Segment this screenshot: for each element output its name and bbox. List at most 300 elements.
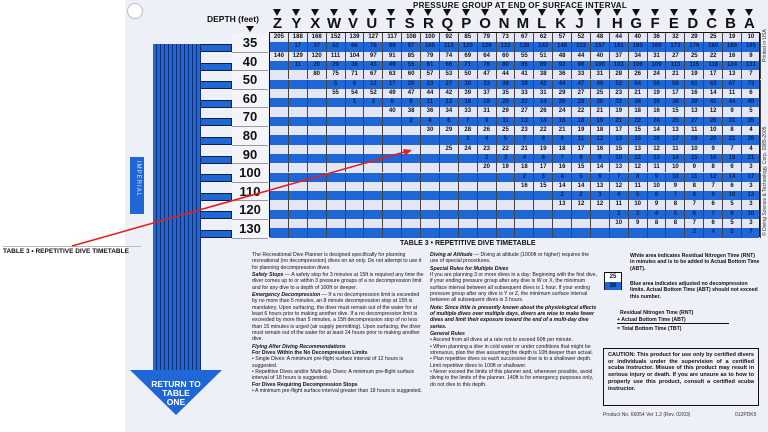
table-cell: 115 [685,61,704,70]
table-cell: 27 [685,117,704,126]
table-cell: 97 [364,52,383,61]
table-cell: 14 [723,173,742,182]
table-cell: 11 [685,126,704,135]
table-cell: 7 [685,200,704,209]
table-cell: 25 [440,145,459,154]
table-cell: 56 [648,80,667,89]
table-cell: 97 [402,42,421,51]
table-cell: 6 [704,200,723,209]
table-cell: 19 [572,126,591,135]
depth-label: 70 [232,108,268,127]
table-cell: 27 [666,52,685,61]
depth-label: 80 [232,127,268,146]
table-cell: 69 [459,52,478,61]
caution-box: CAUTION: This product for use only by certified divers or individuals under the supervision of a certified scuba instructor. Misuse of this product may result in serious injury or death. If you are unsure as to how to properly use this product, consult a certified scuba instructor. [603,348,759,406]
table-cell: 14 [648,126,667,135]
table-cell: 21 [591,107,610,116]
table-cell: 73 [742,80,761,89]
table-cell: 12 [572,200,591,209]
table-cell: 10 [723,191,742,200]
table-cell: 16 [591,145,610,154]
table-cell: 24 [648,117,667,126]
table-cell: 139 [346,33,365,42]
table-cell: 54 [629,80,648,89]
table-cell: 22 [515,98,534,107]
pressure-group-letter: U [362,9,381,31]
table-cell: 161 [610,42,629,51]
table-cell: 12 [591,200,610,209]
table-cell: 52 [364,89,383,98]
table-cell: 15 [610,145,629,154]
table-cell: 11 [421,98,440,107]
table-cell: 18 [553,145,572,154]
table-cell: 16 [723,52,742,61]
table-cell: 27 [572,89,591,98]
table-cell: 75 [327,70,346,79]
table-cell: 55 [515,52,534,61]
pressure-group-letter: J [570,9,589,31]
table-cell: 44 [421,89,440,98]
table-cell: 104 [346,52,365,61]
table-cell: 4 [478,135,497,144]
table-cell: 88 [383,42,402,51]
table-cell: 49 [383,89,402,98]
table-cell: 30 [421,126,440,135]
depth-label: 40 [232,53,268,72]
table-cell: 25 [591,89,610,98]
table-cell: 2 [572,191,591,200]
table-cell: 25 [685,52,704,61]
table-cell: 5 [327,80,346,89]
table-cell: 131 [742,61,761,70]
table-cell: 36 [648,98,667,107]
table-cell: 42 [534,80,553,89]
table-cell: 33 [515,89,534,98]
table-cell: 108 [402,33,421,42]
table-cell: 7 [723,145,742,154]
table-cell: 41 [515,70,534,79]
table-cell: 53 [327,42,346,51]
table-cell: 16 [553,117,572,126]
table-cell: 11 [610,200,629,209]
table-cell: 19 [723,33,742,42]
table-cell: 3 [742,163,761,172]
table-cell: 44 [553,80,572,89]
table-cell: 11 [723,89,742,98]
table-cell: 126 [478,42,497,51]
legend-eq-rnt: Residual Nitrogen Time (RNT) [620,310,694,316]
table-cell: 8 [666,219,685,228]
table-cell: 41 [704,98,723,107]
pressure-group-letter: A [740,9,759,31]
table-cell: 19 [685,70,704,79]
table-cell: 12 [648,145,667,154]
table-cell: 57 [553,33,572,42]
table-cell: 173 [666,42,685,51]
table-cell: 26 [534,107,553,116]
table-cell: 13 [553,200,572,209]
table-cell: 3 [629,210,648,219]
table-cell: 18 [515,163,534,172]
table-cell: 10 [666,173,685,182]
table-cell: 28 [704,117,723,126]
pressure-group-letter: O [476,9,495,31]
table-cell: 186 [723,42,742,51]
table-cell: 79 [421,52,440,61]
table-cell: 18 [572,117,591,126]
table-cell: 9 [723,107,742,116]
pressure-group-letter: G [627,9,646,31]
pressure-group-letter: V [344,9,363,31]
table-cell: 109 [648,61,667,70]
table-cell: 6 [534,154,553,163]
table-cell: 7 [742,228,761,237]
table-cell: 29 [327,61,346,70]
table-cell: 17 [383,80,402,89]
table-cell: 22 [629,117,648,126]
pressure-group-title: PRESSURE GROUP AT END OF SURFACE INTERVAL [412,1,628,10]
table-cell: 4 [648,210,667,219]
table-cell: 80 [308,70,327,79]
table-cell: 24 [534,98,553,107]
pressure-group-letter: S [400,9,419,31]
table-cell: 188 [289,33,308,42]
table-cell: 7 [704,182,723,191]
table-cell: 10 [666,163,685,172]
table-cell: 7 [515,135,534,144]
table-cell: 12 [629,163,648,172]
table-cell: 29 [440,126,459,135]
table-cell: 16 [515,182,534,191]
table-cell: 100 [591,61,610,70]
table-cell: 14 [666,154,685,163]
table-cell: 49 [383,61,402,70]
table-cell: 9 [742,52,761,61]
pressure-group-letter: B [721,9,740,31]
pressure-group-letter: N [495,9,514,31]
table-cell: 63 [383,70,402,79]
table-cell: 10 [742,210,761,219]
table-cell: 36 [421,107,440,116]
table-cell: 22 [497,145,516,154]
table-cell: 26 [553,98,572,107]
product-code: 012PDK5 [735,412,757,418]
table-cell: 44 [610,33,629,42]
table-cell: 55 [402,61,421,70]
table-cell: 17 [666,135,685,144]
table-cell: 9 [629,219,648,228]
table-cell: 17 [742,173,761,182]
table-cell: 53 [440,70,459,79]
table-cell: 7 [685,219,704,228]
table-cell: 20 [497,98,516,107]
table-cell: 9 [704,191,723,200]
table-cell: 67 [364,70,383,79]
table-cell: 7 [704,210,723,219]
table-cell: 33 [572,70,591,79]
table-cell: 11 [289,61,308,70]
table-cell: 74 [440,52,459,61]
depth-label: 90 [232,146,268,165]
depth-label: 60 [232,90,268,109]
table-cell: 11 [685,173,704,182]
table-cell: 27 [515,107,534,116]
pressure-group-letter: L [532,9,551,31]
table-cell: 78 [364,42,383,51]
table-cell: 8 [723,126,742,135]
legend-eq-abt: + Actual Bottom Time (ABT) [617,317,729,324]
table-cell: 9 [704,145,723,154]
depth-label: 130 [232,220,268,239]
pressure-group-letter: M [513,9,532,31]
table-cell: 18 [629,107,648,116]
table-cell: 61 [685,80,704,89]
table-cell: 29 [553,89,572,98]
table-cell: 52 [572,33,591,42]
table-cell: 13 [629,145,648,154]
pressure-group-letter: F [646,9,665,31]
table-cell: 5 [629,191,648,200]
table-cell: 35 [497,89,516,98]
table-cell: 96 [572,61,591,70]
table-cell: 13 [685,107,704,116]
table-cell: 21 [742,154,761,163]
table-cell: 91 [383,52,402,61]
table-cell: 7 [666,191,685,200]
table-cell: 13 [648,154,667,163]
table-cell: 5 [723,219,742,228]
depth-label: 50 [232,71,268,90]
table-cell: 35 [742,117,761,126]
table-cell: 5 [666,210,685,219]
table-cell: 40 [591,52,610,61]
table-cell: 120 [308,52,327,61]
table-cell: 61 [421,61,440,70]
table-cell: 138 [515,42,534,51]
table-cell: 152 [327,33,346,42]
return-to-table-one: RETURN TO TABLE ONE [151,379,201,407]
table-cell: 19 [591,117,610,126]
depth-title: DEPTH (feet) [207,14,259,24]
table-cell: 47 [478,70,497,79]
table-cell: 9 [648,173,667,182]
table-cell: 16 [648,135,667,144]
table-cell: 148 [553,42,572,51]
table-cell: 1 [346,98,365,107]
table-cell: 38 [666,98,685,107]
pressure-group-letter: D [683,9,702,31]
table-cell: 16 [459,98,478,107]
table-cell: 3 [742,219,761,228]
table-cell: 54 [346,89,365,98]
legend-blue-desc: Blue area indicates adjusted no decompression limits. Actual Bottom Time (ABT) should not exceed this number. [630,281,758,300]
table-cell: 66 [440,61,459,70]
table-cell: 19 [497,163,516,172]
table-cell: 132 [497,42,516,51]
table-cell: 22 [572,107,591,116]
table-cell: 22 [723,135,742,144]
table-cell: 29 [497,107,516,116]
table-cell: 31 [591,70,610,79]
table-cell: 17 [534,163,553,172]
table-cell: 15 [629,135,648,144]
table-cell: 12 [629,154,648,163]
table-cell: 47 [402,89,421,98]
table-cell: 23 [515,126,534,135]
table-cell: 23 [610,89,629,98]
table-cell: 9 [666,182,685,191]
table-cell: 9 [648,200,667,209]
product-number: Product No. 66054 Ver 1.2 (Rev. 02/03) [603,412,691,418]
table-cell: 100 [421,33,440,42]
table-cell: 7 [459,117,478,126]
table-cell: 16 [648,107,667,116]
legend-eq-tbt: = Total Bottom Time (TBT) [617,326,682,332]
table-cell: 17 [704,70,723,79]
table-cell: 3 [364,98,383,107]
depth-label: 100 [232,164,268,183]
table-cell: 38 [402,107,421,116]
table-cell: 5 [723,228,742,237]
table-cell: 8 [648,219,667,228]
table-cell: 17 [610,126,629,135]
table-cell: 12 [610,182,629,191]
table-cell: 37 [478,89,497,98]
table-cell: 71 [459,61,478,70]
table-cell: 85 [459,33,478,42]
table-cell: 64 [478,52,497,61]
table-cell: 23 [478,145,497,154]
table-cell: 127 [364,33,383,42]
table-cell: 11 [648,163,667,172]
table-cell: 118 [704,61,723,70]
table-cell: 176 [685,42,704,51]
text-column-1: The Recreational Dive Planner is designed specifically for planning recreational (no decompression) dives on air only. Do not attempt to use it for planning decompression dives. Safety Stops — A safety stop for 3 minutes at 15ft is required any time the diver comes up to or within 3 pressure groups of a no decompression limit and for any dive to a depth of 100ft or deeper. Emergency Decompression — If a no decompression limit is exceeded by no more than 5 minutes, an 8 minute decompression stop at 15ft is mandatory. Upon surfacing, the diver must remain out of the water for at least 6 hours prior to making another dive. If a no decompression limit is exceeded by more than 5 minutes, a 15ft decompression stop of no less than 15 minutes is urged (air supply permitting). Upon surfacing, the diver must remain out of the water for at least 24 hours prior to making another dive. Flying After Diving Recommendations For Dives Within the No Decompression Limits • Single Dives: A minimum pre-flight surface interval of 12 hours is suggested. • Repetitive Dives and/or Multi-day Dives: A minimum pre-flight surface interval of 18 hours is suggested. For Dives Requiring Decompression Stops • A minimum pre-flight surface interval greater than 18 hours is suggested. [252,252,424,394]
table-cell: 32 [610,98,629,107]
table-cell: 8 [685,182,704,191]
table-cell: 67 [515,33,534,42]
table-cell: 36 [553,70,572,79]
table-cell: 8 [402,98,421,107]
imperial-tab: IMPERIAL [130,157,144,214]
table-cell: 105 [421,42,440,51]
table-cell: 10 [629,200,648,209]
table-cell: 18 [723,154,742,163]
table-cell: 62 [534,33,553,42]
table-cell: 11 [629,182,648,191]
table-cell: 19 [685,135,704,144]
table-cell: 4 [515,154,534,163]
table-cell: 59 [666,80,685,89]
table-cell: 3 [534,173,553,182]
table-cell: 39 [515,80,534,89]
table-cell: 21 [610,117,629,126]
table-cell: 113 [666,61,685,70]
table-cell: 12 [704,107,723,116]
legend-white-desc: White area indicates Residual Nitrogen Time (RNT) in minutes and is to be added to Actual Bottom Time (ABT). [630,253,760,272]
table-cell: 21 [666,70,685,79]
table-cell: 26 [629,70,648,79]
table-cell: 36 [648,33,667,42]
table-cell: 157 [591,42,610,51]
text-column-2: Diving at Altitude — Diving at altitude (1000ft or higher) requires the use of special procedures. Special Rules for Multiple Dives If you are planning 3 or more dives in a day: Beginning with the first dive, if your ending pressure group after any dive is W or X, the minimum surface interval between all subsequent dives is 1 hour. If your ending pressure group after any dive is Y or Z, the minimum surface interval between all subsequent dives is 3 hours. Note: Since little is presently known about the physiological effects of multiple dives over multiple days, divers are wise to make fewer dives and limit their exposure toward the end of a multi-day dive series. General Rules • Ascend from all dives at a rate not to exceed 60ft per minute. • When planning a dive in cold water or under conditions that might be strenuous, plan the dive assuming the depth is 10ft deeper than actual. • Plan repetitive dives so each successive dive is to a shallower depth. Limit repetitive dives to 100ft or shallower. • Never exceed the limits of this planner and, whenever possible, avoid diving to the limits of the planner. 140ft is for emergency purposes only, do not dive to this depth. [430,252,597,388]
table-cell: 9 [553,135,572,144]
table-cell: 20 [308,61,327,70]
table-cell: 80 [497,61,516,70]
table-cell: 43 [364,61,383,70]
table-cell: 14 [534,117,553,126]
table-cell: 92 [553,61,572,70]
table-cell: 113 [440,42,459,51]
pressure-group-letter: R [419,9,438,31]
table-cell: 6 [383,98,402,107]
table-cell: 33 [478,80,497,89]
table-cell: 39 [685,98,704,107]
table-cell: 106 [629,61,648,70]
table-cell: 16 [553,163,572,172]
table-cell: 4 [742,126,761,135]
table-cell: 13 [723,70,742,79]
table-cell: 9 [346,80,365,89]
table-cell: 10 [648,182,667,191]
table-cell: 47 [572,80,591,89]
table-cell: 34 [629,52,648,61]
table-cell: 120 [459,42,478,51]
table-cell: 10 [742,33,761,42]
table-cell: 19 [648,89,667,98]
table-cell: 8 [629,173,648,182]
table-cell: 85 [402,52,421,61]
table-cell: 15 [685,154,704,163]
pressure-group-letter: C [702,9,721,31]
table-cell: 25 [704,33,723,42]
table-cell: 165 [629,42,648,51]
table-cell: 2 [459,135,478,144]
table-cell: 18 [591,126,610,135]
table-cell: 22 [534,126,553,135]
table-cell: 44 [572,52,591,61]
table-cell: 4 [610,191,629,200]
table-cell: 23 [421,80,440,89]
table-cell: 140 [270,52,289,61]
table-cell: 8 [704,163,723,172]
table-cell: 24 [553,107,572,116]
table-cell: 32 [666,33,685,42]
table-cell: 124 [723,61,742,70]
table-cell: 21 [515,145,534,154]
table-cell: 42 [440,89,459,98]
depth-label: 120 [232,201,268,220]
table-cell: 33 [459,107,478,116]
table-cell: 8 [572,154,591,163]
table-cell: 7 [742,70,761,79]
table-cell: 103 [610,61,629,70]
table-cell: 13 [515,117,534,126]
table-cell: 14 [572,182,591,191]
pressure-group-letter: K [551,9,570,31]
table-cell: 38 [534,70,553,79]
table-cell: 34 [629,98,648,107]
table-cell: 11 [666,145,685,154]
table-cell: 60 [402,70,421,79]
table-cell: 79 [478,33,497,42]
table-cell: 4 [421,117,440,126]
table-cell: 4 [704,228,723,237]
table-cell: 21 [629,89,648,98]
pressure-group-letter: Y [287,9,306,31]
table-cell: 10 [704,126,723,135]
depth-label: 35 [232,34,268,53]
